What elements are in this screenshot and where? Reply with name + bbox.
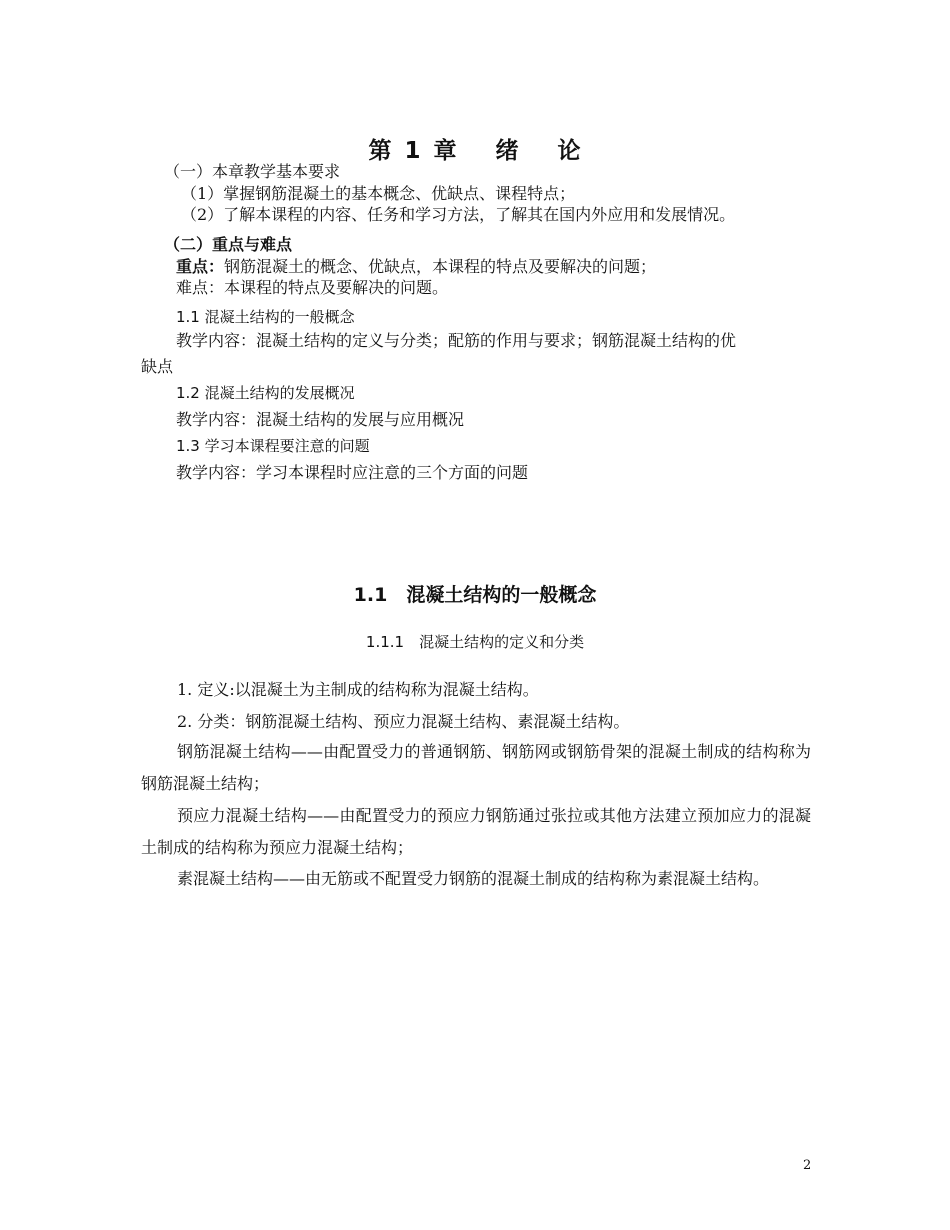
chapter-title	[0, 132, 950, 165]
focus-label: 重点：	[176, 257, 225, 276]
classification-item: 2. 分类：钢筋混凝土结构、预应力混凝土结构、素混凝土结构。	[177, 712, 630, 731]
outline-content-1-cont: 缺点	[141, 357, 174, 376]
requirements-heading: （一）本章教学基本要求	[164, 162, 341, 181]
outline-content-1: 教学内容：混凝土结构的定义与分类；配筋的作用与要求；钢筋混凝土结构的优	[176, 331, 737, 350]
outline-content-3: 教学内容：学习本课程时应注意的三个方面的问题	[176, 463, 529, 482]
requirement-item-2: （2）了解本课程的内容、任务和学习方法，了解其在国内外应用和发展情况。	[181, 205, 736, 224]
page-number: 2	[803, 1158, 812, 1173]
chapter-title-a: 绪	[495, 138, 520, 164]
section-title: 1.1 混凝土结构的一般概念	[353, 584, 597, 606]
definition-item: 1. 定义:以混凝土为主制成的结构称为混凝土结构。	[177, 680, 539, 699]
chapter-suffix: 章	[433, 138, 458, 164]
requirement-item-1: （1）掌握钢筋混凝土的基本概念、优缺点、课程特点；	[181, 184, 576, 203]
paragraph-plain: 素混凝土结构——由无筋或不配置受力钢筋的混凝土制成的结构称为素混凝土结构。	[177, 869, 770, 888]
chapter-number: 1	[404, 138, 422, 164]
chapter-prefix: 第	[368, 138, 393, 164]
chapter-title-b: 论	[557, 138, 582, 164]
outline-title-1: 1.1 混凝土结构的一般概念	[176, 308, 355, 326]
difficulty-line: 难点：本课程的特点及要解决的问题。	[176, 278, 449, 297]
outline-title-3: 1.3 学习本课程要注意的问题	[176, 437, 370, 455]
key-points-heading: （二）重点与难点	[164, 235, 293, 254]
paragraph-reinforced: 钢筋混凝土结构——由配置受力的普通钢筋、钢筋网或钢筋骨架的混凝土制成的结构称为钢筋混凝土结构；	[141, 742, 811, 793]
focus-text: 钢筋混凝土的概念、优缺点，本课程的特点及要解决的问题；	[224, 257, 657, 276]
paragraph-prestressed: 预应力混凝土结构——由配置受力的预应力钢筋通过张拉或其他方法建立预加应力的混凝土制成的结构称为预应力混凝土结构；	[141, 806, 811, 857]
subsection-title: 1.1.1 混凝土结构的定义和分类	[365, 633, 585, 651]
outline-content-2: 教学内容：混凝土结构的发展与应用概况	[176, 410, 465, 429]
outline-title-2: 1.2 混凝土结构的发展概况	[176, 384, 355, 402]
